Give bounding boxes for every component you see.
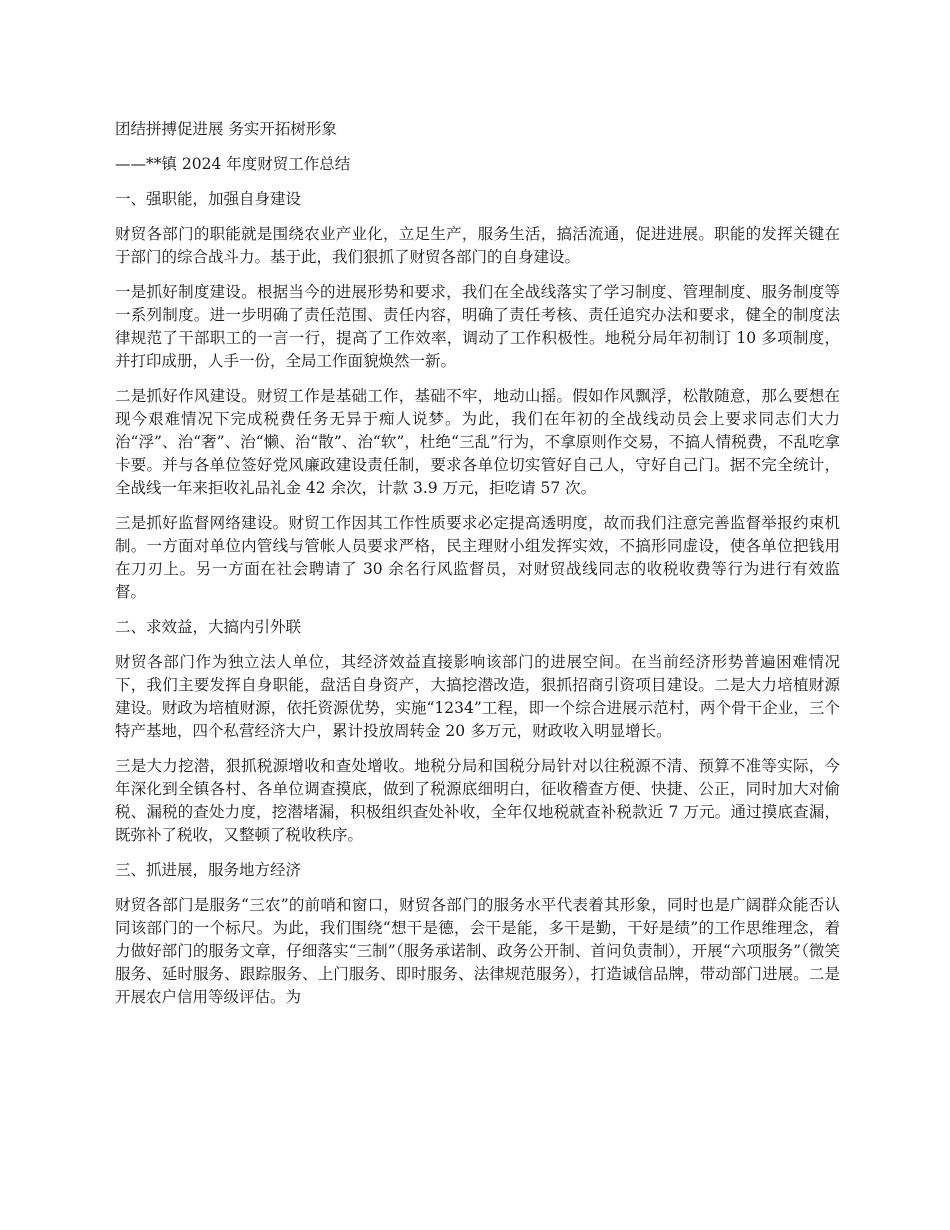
section-heading-1: 一、强职能，加强自身建设 bbox=[115, 190, 302, 208]
paragraph-2: 一是抓好制度建设。根据当今的进展形势和要求，我们在全战线落实了学习制度、管理制度、服务制度等一系列制度。进一步明确了责任范围、责任内容，明确了责任考核、责任追究办法和要求，健全的制度法律规范了干部职工的一言一行，提高了工作效率，调动了工作积极性。地税分局年初制订 10 多项制度，并打印成册，人手一份，全局工作面貌焕然一新。 bbox=[115, 283, 840, 370]
paragraph-4: 三是抓好监督网络建设。财贸工作因其工作性质要求必定提高透明度，故而我们注意完善监督举报约束机制。一方面对单位内管线与管帐人员要求严格，民主理财小组发挥实效，不搞形同虚设，使各单位把钱用在刀刃上。另一方面在社会聘请了 30 余名行风监督员，对财贸战线同志的收税收费等行为进行有效监督。 bbox=[115, 514, 840, 601]
document-body bbox=[115, 118, 840, 1021]
paragraph-7: 财贸各部门是服务“三农”的前哨和窗口，财贸各部门的服务水平代表着其形象，同时也是广阔群众能否认同该部门的一个标尺。为此，我们围绕“想干是德，会干是能，多干是勤，干好是绩”的工作思维理念，着力做好部门的服务文章，仔细落实“三制”（服务承诺制、政务公开制、首问负责制），开展“六项服务”（微笑服务、延时服务、跟踪服务、上门服务、即时服务、法律规范服务），打造诚信品牌，带动部门进展。二是开展农户信用等级评估。为 bbox=[115, 896, 840, 1006]
paragraph-3: 二是抓好作风建设。财贸工作是基础工作，基础不牢，地动山摇。假如作风飘浮，松散随意，那么要想在现今艰难情况下完成税费任务无异于痴人说梦。为此，我们在年初的全战线动员会上要求同志们大力治“浮”、治“奢”、治“懒、治“散”、治“软”，杜绝“三乱”行为，不拿原则作交易，不搞人情税费，不乱吃拿卡要。并与各单位签好党风廉政建设责任制，要求各单位切实管好自己人，守好自己门。据不完全统计，全战线一年来拒收礼品礼金 42 余次，计款 3.9 万元，拒吃请 57 次。 bbox=[115, 387, 840, 497]
paragraph-5: 财贸各部门作为独立法人单位，其经济效益直接影响该部门的进展空间。在当前经济形势普遍困难情况下，我们主要发挥自身职能，盘活自身资产，大搞挖潜改造，狠抓招商引资项目建设。二是大力培植财源建设。财政为培植财源，依托资源优势，实施“1234”工程，即一个综合进展示范村，两个骨干企业，三个特产基地，四个私营经济大户，累计投放周转金 20 多万元，财政收入明显增长。 bbox=[115, 653, 840, 740]
document-subtitle: ——**镇 2024 年度财贸工作总结 bbox=[115, 155, 351, 173]
paragraph-1: 财贸各部门的职能就是围绕农业产业化，立足生产，服务生活，搞活流通，促进进展。职能的发挥关键在于部门的综合战斗力。基于此，我们狠抓了财贸各部门的自身建设。 bbox=[115, 225, 840, 266]
section-heading-3: 三、抓进展，服务地方经济 bbox=[115, 861, 302, 879]
section-heading-2: 二、求效益，大搞内引外联 bbox=[115, 618, 302, 636]
document-title: 团结拼搏促进展 务实开拓树形象 bbox=[115, 120, 337, 138]
paragraph-6: 三是大力挖潜，狠抓税源增收和查处增收。地税分局和国税分局针对以往税源不清、预算不准等实际，今年深化到全镇各村、各单位调查摸底，做到了税源底细明白，征收稽查方便、快捷、公正，同时加大对偷税、漏税的查处力度，挖潜堵漏，积极组织查处补收，全年仅地税就查补税款近 7 万元。通过摸底查漏，既弥补了税收，又整顿了税收秩序。 bbox=[115, 757, 840, 844]
